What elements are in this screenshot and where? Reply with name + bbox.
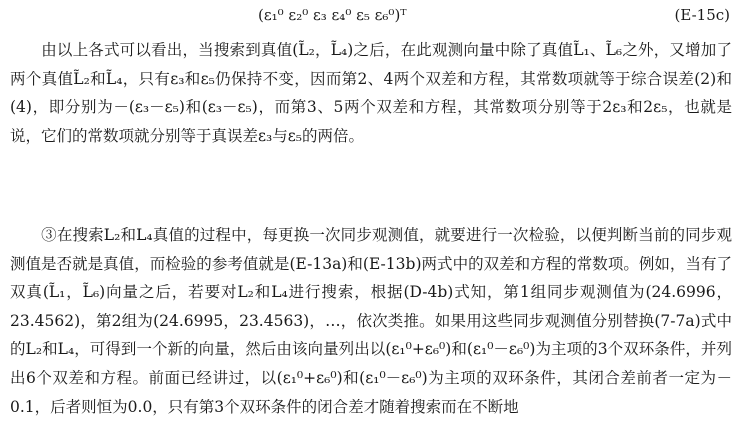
equation-label: (E-15c) bbox=[674, 6, 730, 24]
vector-equation bbox=[0, 2, 740, 28]
paragraph-2-text: ③在搜索L₂和L₄真值的过程中，每更换一次同步观测值，就要进行一次检验，以便判断当前的同步观测值是否就是真值，而检验的参考值就是(E-13a)和(E-13b)两式中的双差和方程的常数项。例如，当有了双真(L̃₁，L̃₆)向量之后，若要对L₂和L₄进行搜索，根据(D-4b)式知，第1组同步观测值为(24.6996，23.4562)，第2组为(24.6995，23.4563)，…，依次类推。如果用这些同步观测值分别替换(7-7a)式中的L₂和L₄，可得到一个新的向量，然后由该向量列出以(ε₁⁰+ε₆⁰)和(ε₁⁰－ε₆⁰)为主项的3个双环条件，并列出6个双差和方程。前面已经讲过，以(ε₁⁰+ε₆⁰)和(ε₁⁰－ε₆⁰)为主项的双环条件，其闭合差前者一定为－0.1，后者则恒为0.0，只有第3个双环条件的闭合差才随着搜索而在不断地 bbox=[10, 226, 732, 416]
paragraph-1 bbox=[10, 36, 732, 150]
paragraph-2 bbox=[10, 221, 732, 421]
equation-vector: (ε₁⁰ ε₂⁰ ε₃ ε₄⁰ ε₅ ε₆⁰)ᵀ bbox=[258, 6, 407, 24]
paragraph-1-text: 由以上各式可以看出，当搜索到真值(L̃₂，L̃₄)之后，在此观测向量中除了真值L̃₁、L̃₆之外，又增加了两个真值L̃₂和L̃₄，只有ε₃和ε₅仍保持不变，因而第2、4两个双差和方程，其常数项就等于综合误差(2)和(4)，即分别为－(ε₃－ε₅)和(ε₃－ε₅)，而第3、5两个双差和方程，其常数项分别等于2ε₃和2ε₅，也就是说，它们的常数项就分别等于真误差ε₃与ε₅的两倍。 bbox=[10, 41, 732, 145]
